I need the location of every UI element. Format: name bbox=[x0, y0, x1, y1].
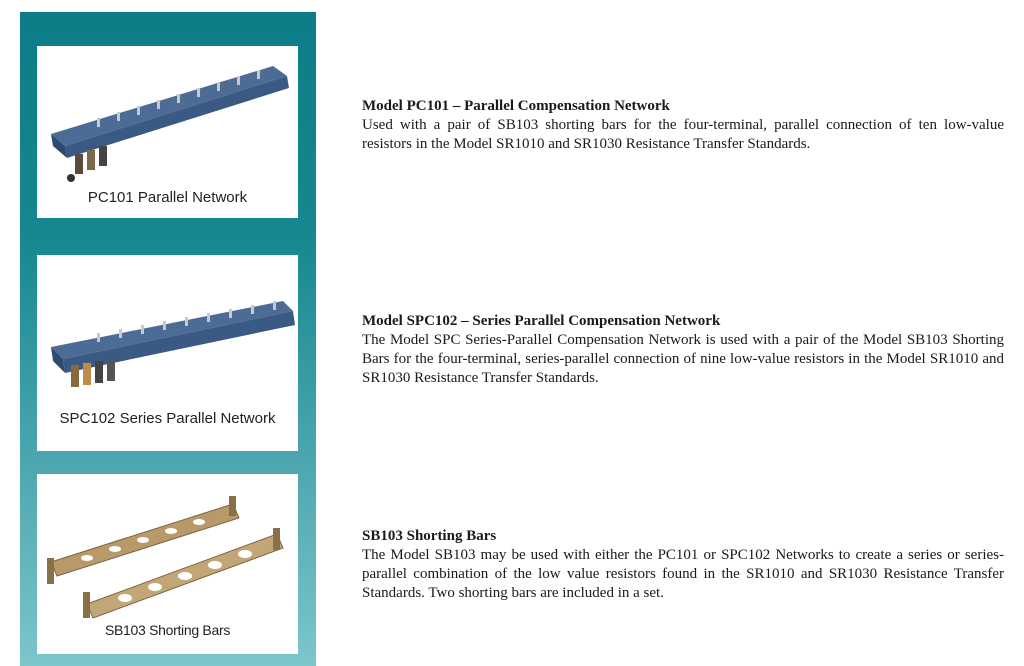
sb103-shorting-bars-photo bbox=[37, 474, 298, 624]
product-card-sb103 bbox=[37, 474, 298, 654]
product-caption: PC101 Parallel Network bbox=[87, 189, 248, 206]
product-description-pc101 bbox=[362, 97, 1004, 154]
product-card-spc102 bbox=[37, 255, 298, 451]
product-caption: SPC102 Series Parallel Network bbox=[59, 410, 276, 427]
product-description-text: The Model SPC Series-Parallel Compensation Network is used with a pair of the Model SB103 Shorting Bars for the four-terminal, series-parallel connection of nine low-value resistors in the Model SR1010 and SR1030 Resistance Transfer Standards. bbox=[362, 332, 1004, 386]
product-title: Model SPC102 – Series Parallel Compensation Network bbox=[362, 313, 721, 329]
product-title: Model PC101 – Parallel Compensation Network bbox=[362, 98, 670, 114]
product-description-sb103 bbox=[362, 527, 1004, 603]
spc102-network-photo bbox=[37, 255, 298, 415]
product-title: SB103 Shorting Bars bbox=[362, 528, 497, 544]
pc101-network-photo bbox=[37, 46, 298, 186]
product-caption: SB103 Shorting Bars bbox=[104, 622, 231, 638]
product-image-sidebar bbox=[20, 12, 316, 666]
product-description-spc102 bbox=[362, 312, 1004, 388]
product-description-text: Used with a pair of SB103 shorting bars for the four-terminal, parallel connection of ten low-value resistors in the Model SR1010 and SR1030 Resistance Transfer Standards. bbox=[362, 117, 1004, 152]
product-description-text: The Model SB103 may be used with either the PC101 or SPC102 Networks to create a series or series-parallel combination of the low value resistors found in the SR1010 and SR1030 Resistance Transfer Standards. Two shorting bars are included in a set. bbox=[362, 547, 1004, 601]
product-card-pc101 bbox=[37, 46, 298, 218]
